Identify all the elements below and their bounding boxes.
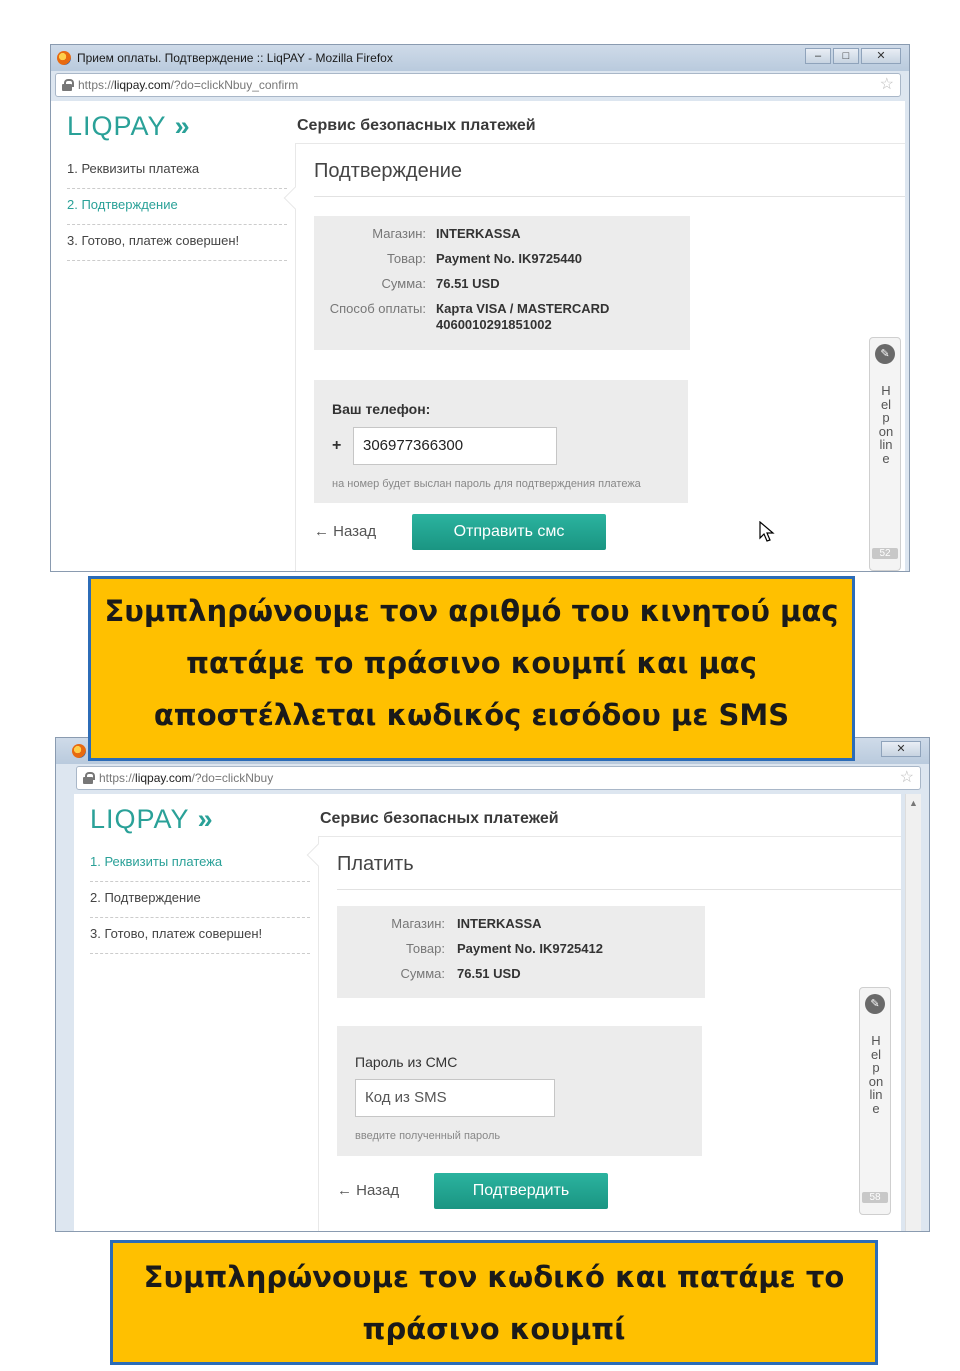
help-user-count: 58	[862, 1192, 888, 1203]
caption-line: αποστέλλεται κωδικός εισόδου με SMS	[153, 698, 790, 732]
url-text: https://liqpay.com/?do=clickNbuy	[99, 771, 274, 785]
lock-icon	[83, 772, 93, 784]
info-label: Товар:	[406, 941, 445, 956]
active-step-notch	[284, 187, 307, 210]
phone-prefix: +	[332, 437, 342, 454]
close-button[interactable]: ✕	[861, 48, 901, 64]
page-content	[74, 794, 901, 1231]
phone-input[interactable]: 306977366300	[353, 427, 557, 465]
sms-code-form-box	[337, 1026, 702, 1156]
sms-code-input[interactable]: Код из SMS	[355, 1079, 555, 1117]
info-label: Сумма:	[381, 276, 426, 291]
browser-window-pay	[55, 737, 930, 1232]
help-online-widget[interactable]	[859, 987, 891, 1215]
info-value: 76.51 USD	[436, 276, 500, 291]
info-value: Карта VISA / MASTERCARD	[436, 301, 610, 316]
step-done: 3. Готово, платеж совершен!	[67, 225, 287, 261]
chat-bubble-icon: ✎	[875, 344, 895, 364]
instruction-caption-2	[110, 1240, 878, 1365]
window-title: Прием оплаты. Подтверждение :: LiqPAY - Mozilla Firefox	[77, 51, 393, 65]
back-link[interactable]: ← Назад	[337, 1182, 400, 1199]
help-online-label: Help online	[878, 383, 894, 466]
help-online-label: Help online	[868, 1033, 884, 1116]
back-link[interactable]: ← Назад	[314, 523, 377, 540]
phone-hint: на номер будет выслан пароль для подтверждения платежа	[332, 478, 641, 490]
liqpay-logo[interactable]: LIQPAY »	[90, 804, 209, 834]
info-label: Товар:	[387, 251, 426, 266]
lock-icon	[62, 79, 72, 91]
address-bar[interactable]	[55, 73, 901, 97]
steps-list	[90, 846, 310, 954]
page-content	[51, 101, 905, 571]
info-value: INTERKASSA	[436, 226, 521, 241]
step-details[interactable]: 1. Реквизиты платежа	[90, 846, 310, 882]
close-button[interactable]: ✕	[881, 741, 921, 757]
bookmark-star-icon[interactable]: ☆	[899, 769, 914, 786]
info-value: INTERKASSA	[457, 916, 542, 931]
vertical-scrollbar[interactable]	[905, 794, 921, 1231]
sms-code-label: Пароль из СМС	[355, 1054, 458, 1070]
browser-window-confirm	[50, 44, 910, 572]
content-panel	[295, 143, 905, 571]
info-label: Магазин:	[372, 226, 426, 241]
phone-label: Ваш телефон:	[332, 401, 431, 417]
divider	[337, 889, 901, 890]
step-confirm: 2. Подтверждение	[90, 882, 310, 918]
url-text: https://liqpay.com/?do=clickNbuy_confirm	[78, 78, 299, 92]
confirm-button[interactable]: Подтвердить	[434, 1173, 608, 1209]
scroll-up-arrow-icon[interactable]: ▲	[909, 798, 918, 808]
card-number: 4060010291851002	[436, 317, 552, 332]
info-label: Сумма:	[400, 966, 445, 981]
service-title: Сервис безопасных платежей	[297, 117, 536, 134]
firefox-icon	[57, 51, 71, 65]
firefox-icon	[72, 744, 86, 758]
address-bar[interactable]	[76, 766, 921, 790]
send-sms-button[interactable]: Отправить смс	[412, 514, 606, 550]
steps-list	[67, 153, 287, 261]
section-title: Подтверждение	[314, 160, 463, 182]
caption-line: πατάμε το πράσινο κουμπί και μας	[186, 646, 757, 680]
mouse-cursor-icon	[759, 521, 775, 543]
help-user-count: 52	[872, 548, 898, 559]
payment-info-box	[337, 906, 705, 998]
chat-bubble-icon: ✎	[865, 994, 885, 1014]
phone-form-box	[314, 380, 688, 503]
caption-line: Συμπληρώνουμε τον αριθμό του κινητού μας	[104, 594, 839, 628]
content-panel	[318, 836, 901, 1231]
caption-line: πράσινο κουμπί	[362, 1312, 626, 1346]
info-label: Магазин:	[391, 916, 445, 931]
info-label: Способ оплаты:	[329, 301, 426, 316]
info-value: 76.51 USD	[457, 966, 521, 981]
caption-line: Συμπληρώνουμε τον κωδικό και πατάμε το	[143, 1260, 845, 1294]
instruction-caption-1	[88, 576, 855, 761]
bookmark-star-icon[interactable]: ☆	[879, 76, 894, 93]
payment-info-box	[314, 216, 690, 350]
step-done: 3. Готово, платеж совершен!	[90, 918, 310, 954]
help-online-widget[interactable]	[869, 337, 901, 571]
liqpay-logo[interactable]: LIQPAY »	[67, 111, 186, 141]
service-title: Сервис безопасных платежей	[320, 810, 559, 827]
info-value: Payment No. IK9725412	[457, 941, 603, 956]
step-details[interactable]: 1. Реквизиты платежа	[67, 153, 287, 189]
title-bar	[51, 45, 909, 71]
step-confirm[interactable]: 2. Подтверждение	[67, 189, 287, 225]
info-value: Payment No. IK9725440	[436, 251, 582, 266]
active-step-notch	[307, 844, 330, 867]
divider	[314, 196, 905, 197]
minimize-button[interactable]: –	[805, 48, 831, 64]
maximize-button[interactable]: □	[833, 48, 859, 64]
sms-code-hint: введите полученный пароль	[355, 1130, 501, 1142]
section-title: Платить	[337, 853, 414, 875]
